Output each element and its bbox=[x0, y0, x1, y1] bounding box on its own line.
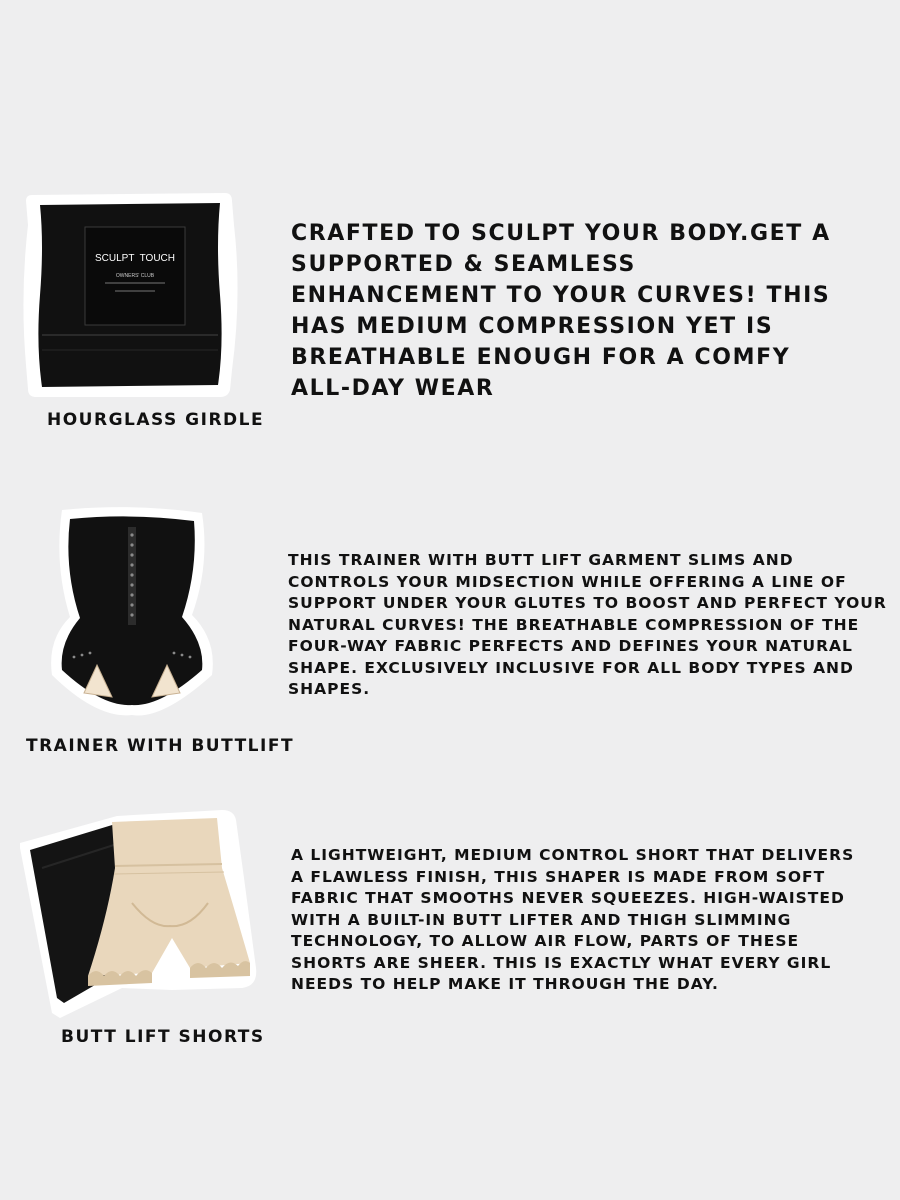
butt-lift-shorts-image bbox=[12, 808, 262, 1023]
trainer-buttlift-image bbox=[42, 505, 222, 720]
girdle-brand-label: SCULPT TOUCH bbox=[94, 253, 176, 264]
product-name-butt-lift-shorts: BUTT LIFT SHORTS bbox=[61, 1027, 265, 1047]
product-name-hourglass-girdle: HOURGLASS GIRDLE bbox=[47, 410, 265, 430]
product-description-butt-lift-shorts: A LIGHTWEIGHT, MEDIUM CONTROL SHORT THAT DELIVERS A FLAWLESS FINISH, THIS SHAPER IS MADE FROM SOFT FABRIC THAT SMOOTHS NEVER SQUEEZES. HIGH-WAISTED WITH A BUILT-IN BUTT LIFTER AND THIGH SLIMMING TECHNOLOGY, TO ALLOW AIR FLOW, PARTS OF THESE SHORTS ARE SHEER. THIS IS EXACTLY WHAT EVERY GIRL NEEDS TO HELP MAKE IT THROUGH THE DAY. bbox=[291, 846, 855, 993]
product-name-trainer-buttlift: TRAINER WITH BUTTLIFT bbox=[26, 736, 295, 756]
hourglass-girdle-image bbox=[20, 185, 250, 405]
product-description-trainer-buttlift: THIS TRAINER WITH BUTT LIFT GARMENT SLIMS AND CONTROLS YOUR MIDSECTION WHILE OFFERING A LINE OF SUPPORT UNDER YOUR GLUTES TO BOOST AND PERFECT YOUR NATURAL CURVES! THE BREATHABLE COMPRESSION OF THE FOUR-WAY FABRIC PERFECTS AND DEFINES YOUR NATURAL SHAPE. EXCLUSIVELY INCLUSIVE FOR ALL BODY TYPES AND SHAPES. bbox=[288, 551, 887, 698]
product-description-hourglass-girdle: CRAFTED TO SCULPT YOUR BODY.GET A SUPPORTED & SEAMLESS ENHANCEMENT TO YOUR CURVES! THIS HAS MEDIUM COMPRESSION YET IS BREATHABLE ENOUGH FOR A COMFY ALL-DAY WEAR bbox=[291, 221, 831, 401]
girdle-brand-sublabel: OWNERS' CLUB bbox=[115, 273, 155, 279]
